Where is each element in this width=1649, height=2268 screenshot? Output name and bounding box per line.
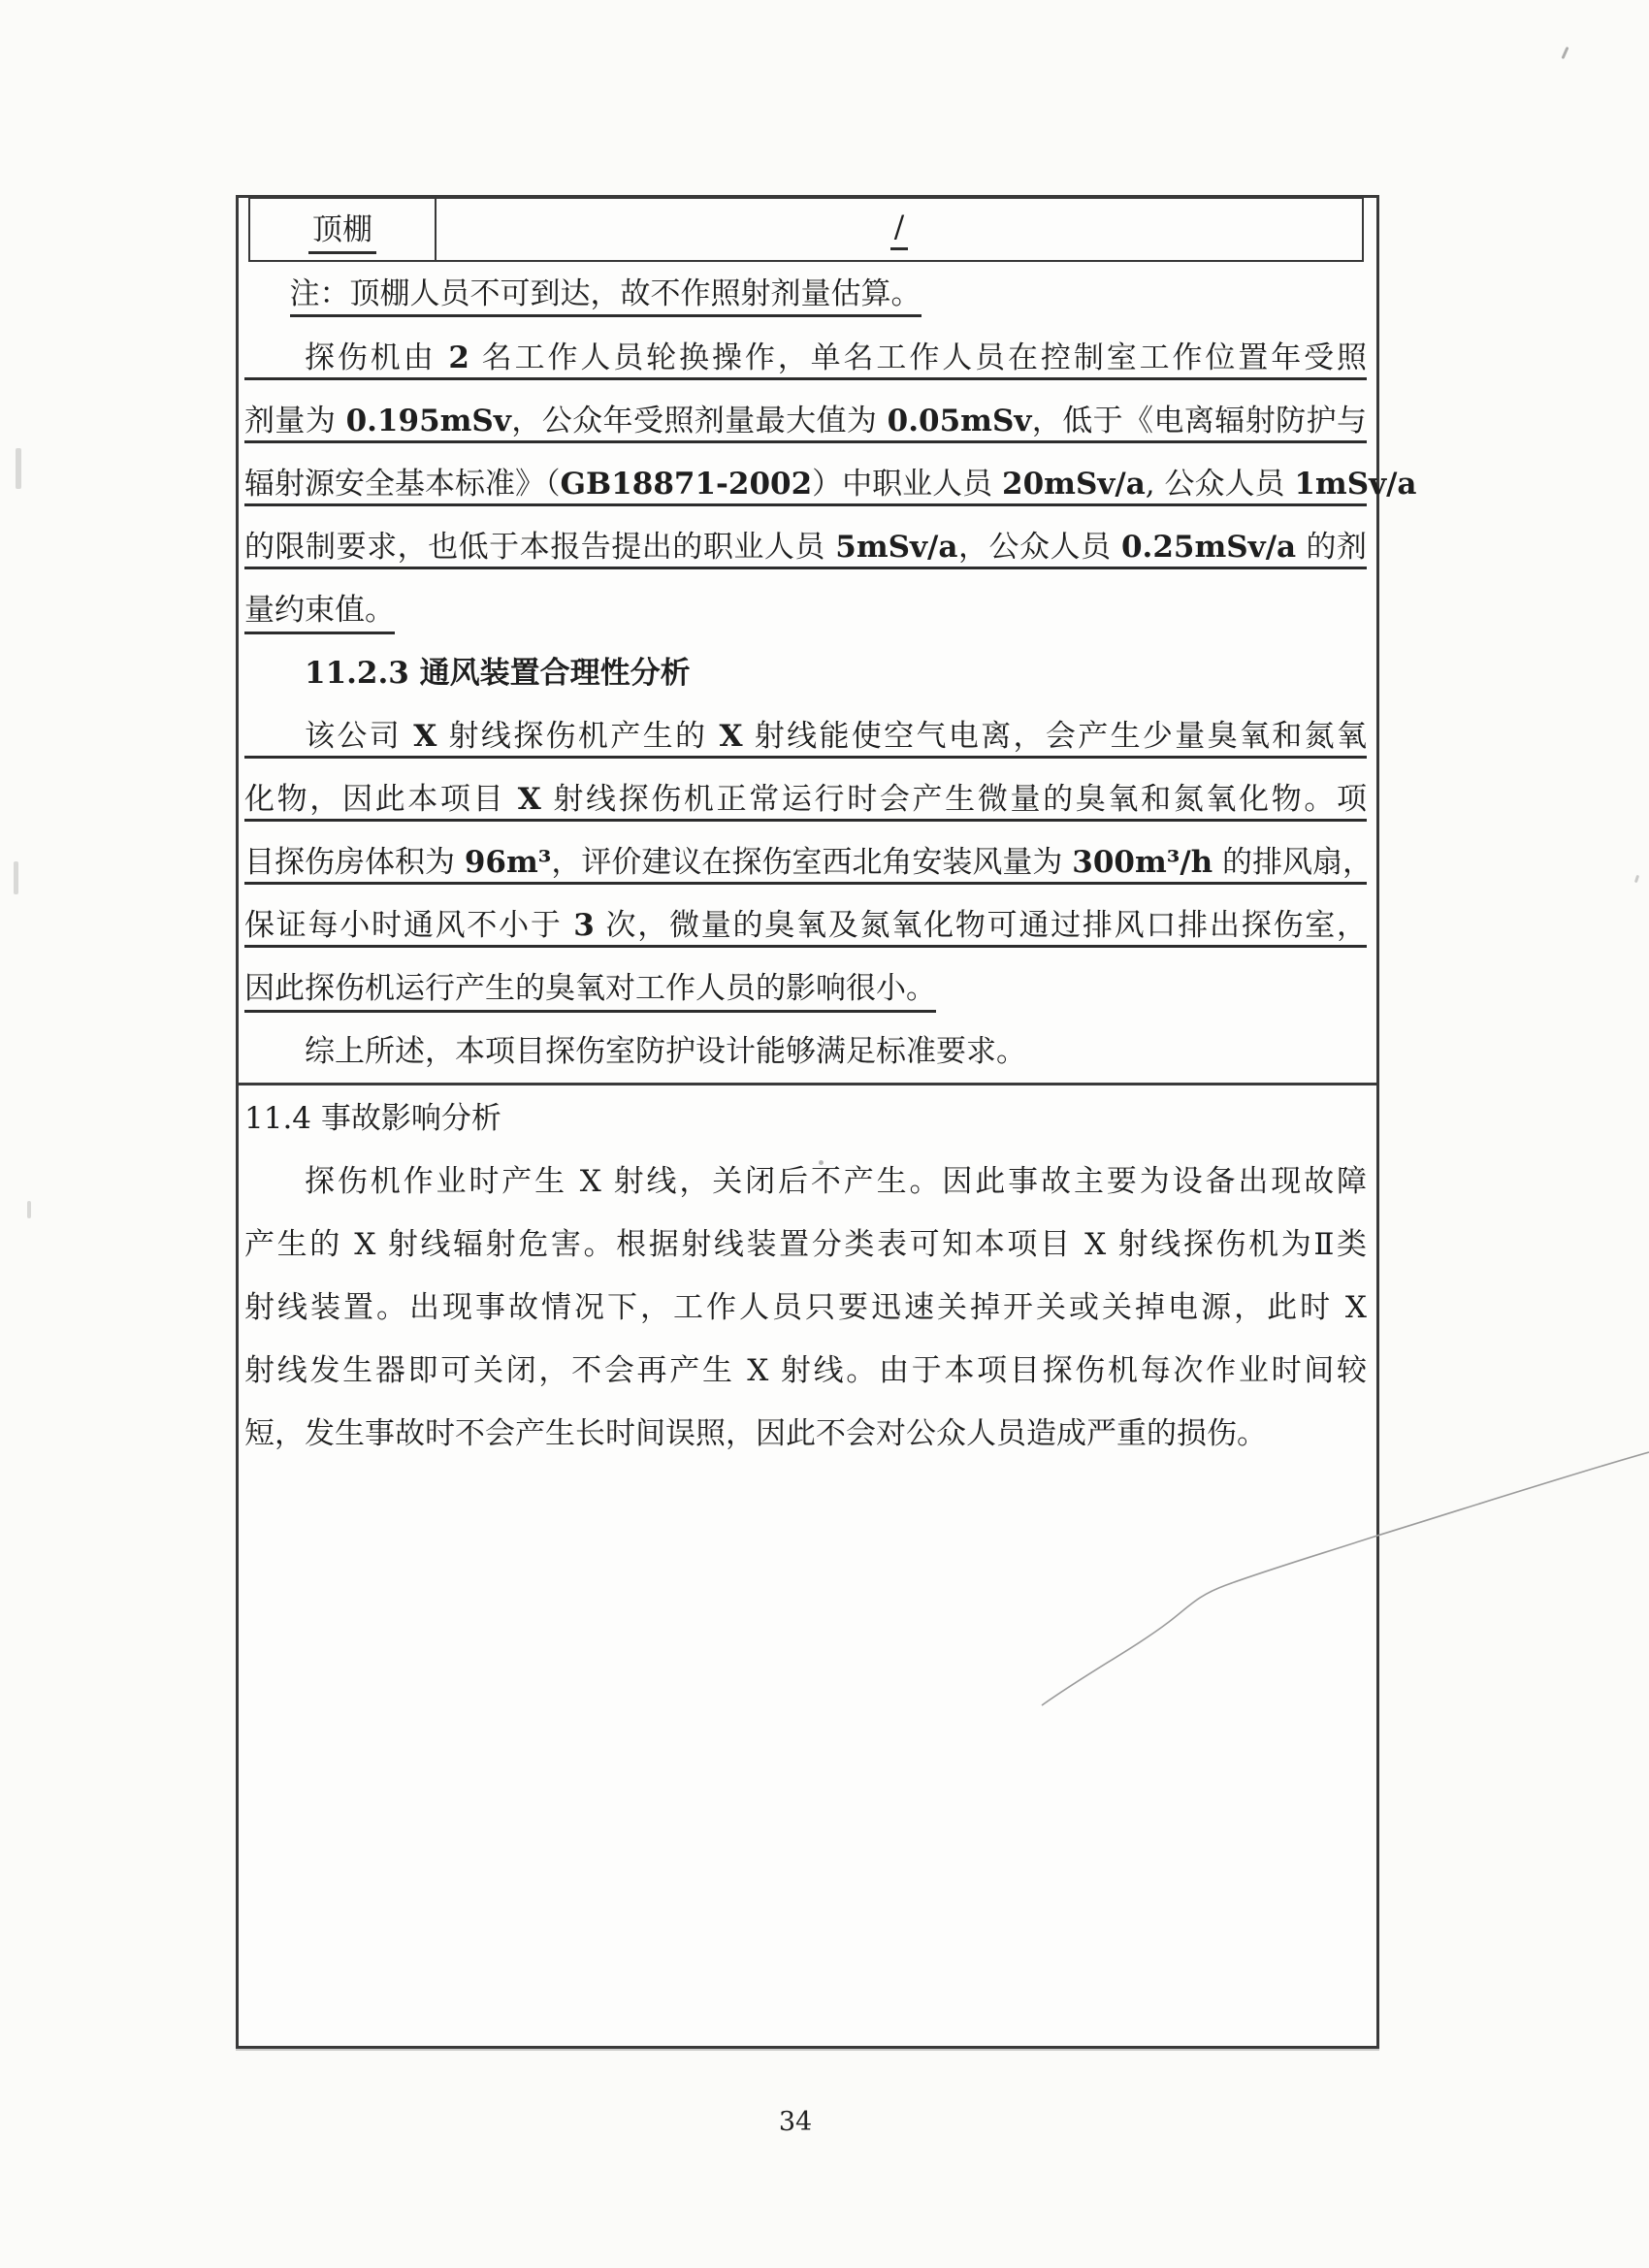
text-line: [244, 705, 1367, 768]
text-line: [244, 831, 1374, 894]
scan-speck: [27, 1201, 31, 1218]
document-frame: [236, 195, 1417, 2049]
text-line: [244, 1403, 1367, 1466]
table-footnote: [244, 270, 1371, 322]
text-line-content: 11.2.3 通风装置合理性分析: [305, 656, 691, 691]
text-line-content: 短，发生事故时不会产生长时间误照，因此不会对公众人员造成严重的损伤。: [244, 1416, 1267, 1451]
text-line-content: 11.4 事故影响分析: [244, 1101, 501, 1136]
ceiling-dose-table-row: [248, 197, 1364, 262]
accident-analysis-section: [244, 1087, 1367, 1466]
table-cell-value: [436, 199, 1362, 260]
text-line: [244, 453, 1417, 516]
section-divider: [236, 1083, 1379, 1085]
page-number: 34: [778, 2107, 813, 2137]
text-line: [244, 894, 1367, 957]
text-line-content: 目探伤房体积为 96m³，评价建议在探伤室西北角安装风量为 300m³/h 的排风扇，: [244, 845, 1374, 880]
text-line: [244, 768, 1367, 831]
scan-speck: [16, 448, 21, 489]
text-line-content: 保证每小时通风不小于 3 次，微量的臭氧及氮氧化物可通过排风口排出探伤室，: [244, 908, 1367, 943]
text-line-content: 射线发生器即可关闭，不会再产生 X 射线。由于本项目探伤机每次作业时间较: [244, 1353, 1367, 1388]
footnote-text: 注：顶棚人员不可到达，故不作照射剂量估算。: [290, 276, 922, 317]
text-line: [244, 1021, 1367, 1084]
scan-speck: [14, 861, 18, 894]
scan-speck: [819, 1160, 824, 1165]
scan-speck: [1634, 875, 1639, 884]
table-value-text: /: [890, 210, 908, 250]
text-line-content: 因此探伤机运行产生的臭氧对工作人员的影响很小。: [244, 971, 936, 1013]
text-line-content: 射线装置。出现事故情况下，工作人员只要迅速关掉开关或关掉电源，此时 X: [244, 1290, 1367, 1325]
text-line: [244, 1150, 1367, 1214]
text-line: [244, 642, 1367, 705]
table-cell-label: [250, 199, 436, 260]
text-line-content: 探伤机作业时产生 X 射线，关闭后不产生。因此事故主要为设备出现故障: [305, 1164, 1367, 1199]
text-line: [244, 390, 1367, 453]
dose-analysis-section: [244, 327, 1417, 1084]
text-line: [244, 1214, 1367, 1277]
text-line-content: 探伤机由 2 名工作人员轮换操作，单名工作人员在控制室工作位置年受照: [305, 340, 1367, 375]
scan-speck: [1561, 47, 1568, 59]
text-line: [244, 1087, 1367, 1150]
text-line: [244, 957, 1367, 1021]
text-line: [244, 1340, 1367, 1403]
text-line: [244, 516, 1367, 579]
text-line-content: 化物，因此本项目 X 射线探伤机正常运行时会产生微量的臭氧和氮氧化物。项: [244, 782, 1368, 817]
text-line-content: 剂量为 0.195mSv，公众年受照剂量最大值为 0.05mSv，低于《电离辐射防护与: [244, 404, 1368, 438]
text-line-content: 的限制要求，也低于本报告提出的职业人员 5mSv/a，公众人员 0.25mSv/a 的剂: [244, 530, 1368, 565]
text-line-content: 该公司 X 射线探伤机产生的 X 射线能使空气电离，会产生少量臭氧和氮氧: [305, 719, 1367, 754]
text-line-content: 辐射源安全基本标准》（GB18871-2002）中职业人员 20mSv/a, 公众人员 1mSv/a: [244, 467, 1417, 502]
text-line-content: 综上所述，本项目探伤室防护设计能够满足标准要求。: [305, 1034, 1026, 1069]
table-label-text: 顶棚: [308, 205, 376, 254]
text-line: [244, 1277, 1367, 1340]
text-line-content: 产生的 X 射线辐射危害。根据射线装置分类表可知本项目 X 射线探伤机为Ⅱ类: [244, 1227, 1367, 1262]
text-line-content: 量约束值。: [244, 593, 395, 634]
text-line: [244, 579, 1367, 642]
text-line: [244, 327, 1367, 390]
